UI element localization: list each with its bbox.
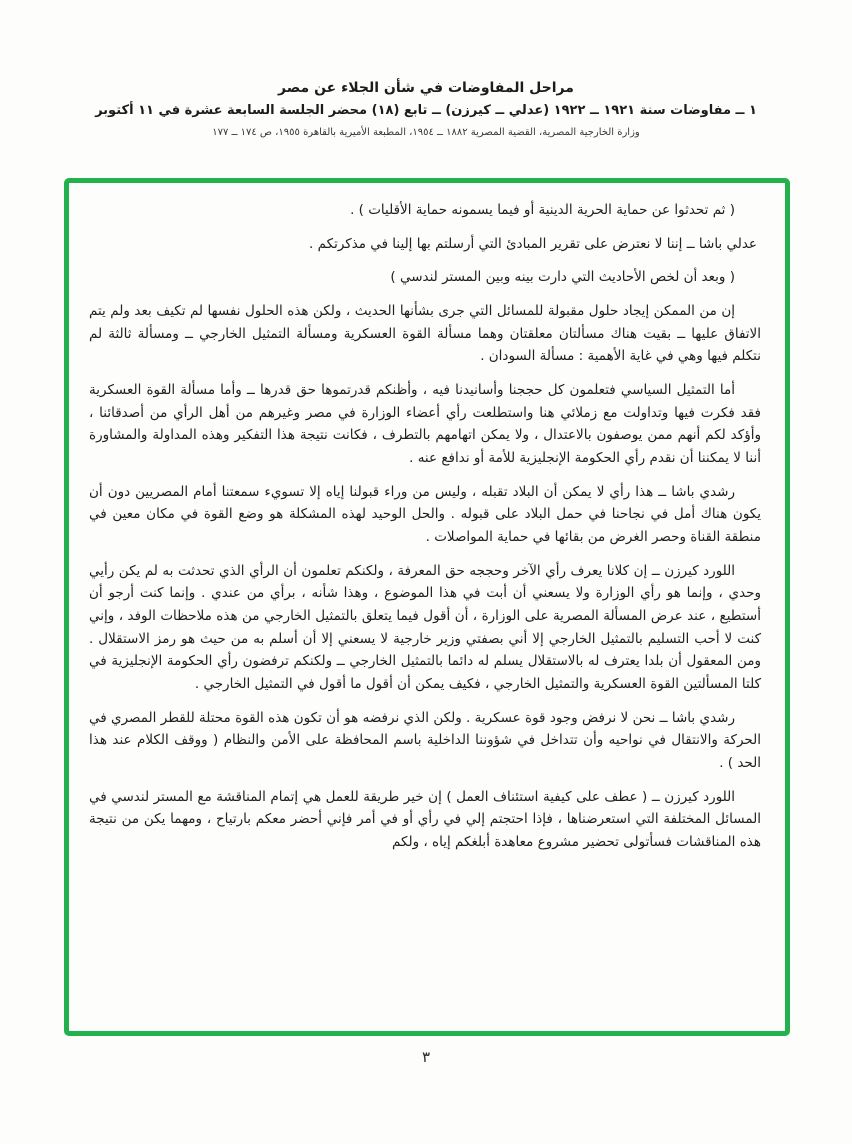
page-number: ٣ [421,1048,431,1066]
document-subtitle: ١ ــ مفاوضات سنة ١٩٢١ ــ ١٩٢٢ (عدلي ــ كيرزن) ــ تابع (١٨) محضر الجلسة السابعة عشرة في ١١ أكتوبر [95,103,757,118]
green-highlight-box [64,178,790,1036]
paragraph-adli-pasha: عدلي باشا ــ إننا لا نعترض على تقرير المبادئ التي أرسلتم بها إلينا في مذكرتكم . [309,235,757,252]
paragraph-military-question: أما التمثيل السياسي فتعلمون كل حججنا وأسانيدنا فيه ، وأظنكم قدرتموها حق قدرها ــ وأما مسألة القوة العسكرية فقد فكرت فيها وتداولت مع زملائي هنا واستطلعت رأي أعضاء الوزارة في مصر وغيرهم من أهل الرأي من أصدقائنا ، وأؤكد لكم أنهم ممن يوصفون بالاعتدال ، ولا يمكن اتهامهم بالتطرف ، فكانت نتيجة هذا التفكير وهذه المداولة والمشاورة أننا لا يمكننا أن نقدم رأي الحكومة الإنجليزية للأمة أو ندافع عنه . [89,382,761,467]
paragraph-note-summary: ( وبعد أن لخص الأحاديث التي دارت بينه وبين المستر لندسي ) [390,269,735,286]
document-source-citation: وزارة الخارجية المصرية، القضية المصرية ١٨٨٢ ــ ١٩٥٤، المطبعة الأميرية بالقاهرة ١٩٥٥، ص ١٧٤ ــ ١٧٧ [212,127,640,138]
paragraph-lord-curzon-2: اللورد كيرزن ــ ( عطف على كيفية استئناف العمل ) إن خير طريقة للعمل هي إتمام المناقشة مع المستر لندسي في المسائل المختلفة التي استعرضناها ، فإذا احتجتم إلي في رأي أو في أمر فإني أحضر معكم بارتياح ، ومهما يكن من نتيجة هذه المناقشات فسأتولى تحضير مشروع معاهدة أبلغكم إياه ، ولكم [89,788,761,851]
paragraph-rushdi-pasha-2: رشدي باشا ــ نحن لا نرفض وجود قوة عسكرية . ولكن الذي نرفضه هو أن تكون هذه القوة محتلة للقطر المصري في الحركة والانتقال في نواحيه وأن تتداخل في شؤوننا الداخلية باسم المحافظة على الأمن والنظام ( ووقف الكلام عند هذا الحد ) . [89,709,761,772]
paragraph-rushdi-pasha-1: رشدي باشا ــ هذا رأي لا يمكن أن البلاد تقبله ، وليس من وراء قبولنا إياه إلا تسويء سمعتنا أمام المصريين دون أن يكون هناك أمل في نجاحنا في حمل البلاد على قبوله . والحل الوحيد لهذه المشكلة هو وضع القوة في مكان معين في منطقة القناة وحصر الغرض من بقائها في حماية المواصلات . [89,483,761,546]
paragraph-lord-curzon-1: اللورد كيرزن ــ إن كلانا يعرف رأي الآخر وحججه حق المعرفة ، ولكنكم تعلمون أن الرأي الذي تحدثت به لم يكن رأيي وحدي ، وإنما هو رأي الوزارة ولا يسعني أن أبت في هذا الموضوع ، وهذا شأنه ، برأي من عندي . وإنما كنت أرجو أن أستطيع ، عند عرض المسألة المصرية على الوزارة ، أن أقول فيما يتعلق بالتمثيل الخارجي من هذه ملاحظات الوفد ، وإني كنت لا أحب التسليم بالتمثيل الخارجي إلا أني بصفتي وزير خارجية لا يسعني إلا أن أسلم به من حيث هو رمز الاستقلال . ومن المعقول أن بلدا يعترف له بالاستقلال يسلم له دائما بالتمثيل الخارجي ــ ولكنكم ترفضون رأي الحكومة الإنجليزية في كلتا المسألتين القوة العسكرية والتمثيل الخارجي ، فكيف يمكن أن أقول ما أقول في التمثيل الخارجي . [89,562,761,693]
paragraph-pending-questions: إن من الممكن إيجاد حلول مقبولة للمسائل التي جرى بشأنها الحديث ، ولكن هذه الحلول نفسها لم تكيف بعد ولم يتم الاتفاق عليها ــ بقيت هناك مسألتان معلقتان وهما مسألة القوة العسكرية ومسألة التمثيل الخارجي ــ ومسألة ثالثة لم نتكلم فيها وهي في غاية الأهمية : مسألة السودان . [89,303,761,365]
document-title: مراحل المفاوضات في شأن الجلاء عن مصر [278,80,574,96]
paragraph-note-minorities: ( ثم تحدثوا عن حماية الحرية الدينية أو فيما يسمونه حماية الأقليات ) . [350,202,735,218]
document-header [0,80,852,138]
